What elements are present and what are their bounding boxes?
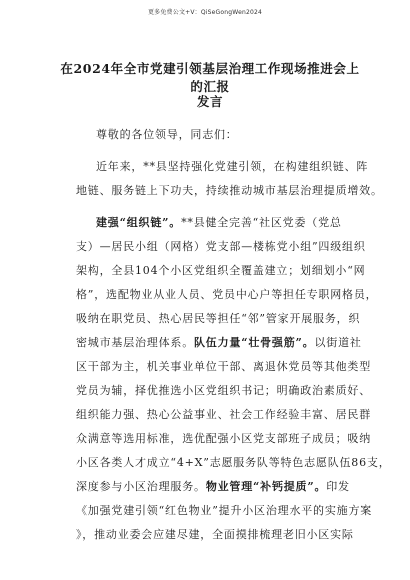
section-heading-organization: 建强“组织链”。 bbox=[96, 216, 182, 229]
title-line-1: 在2024年全市党建引领基层治理工作现场推进会上的汇报 bbox=[60, 61, 360, 94]
section-line-12 bbox=[76, 478, 350, 494]
section-line-11: 小区各类人才成立“4+X”志愿服务队等特色志愿队伍86支， bbox=[76, 456, 391, 469]
page-header: 更多免费公文+V：QiSeGongWen2024 bbox=[147, 9, 263, 16]
section-text: **县健全完善“社区党委（党总 bbox=[181, 216, 342, 229]
section-text: 以街道社 bbox=[314, 336, 362, 349]
section-line-6 bbox=[76, 334, 362, 350]
section-text: 密城市基层治理体系。 bbox=[76, 336, 194, 349]
section-line-10: 众满意等选用标准，选优配强小区党支部班子成员；吸纳 bbox=[76, 432, 371, 445]
intro-line-1: 近年来，**县坚持强化党建引领，在构建组织链、阵 bbox=[96, 160, 369, 173]
section-line-7: 区干部为主，机关事业单位干部、离退休党员等其他类型 bbox=[76, 360, 371, 373]
section-text: 深度参与小区治理服务。 bbox=[76, 480, 206, 493]
section-line-5: 吸纳在职党员、热心居民等担任“邻”管家开展服务，织 bbox=[76, 312, 361, 325]
section-line-3: 架构，全县104个小区党组织全覆盖建立；划细划小“网 bbox=[76, 264, 366, 277]
section-line-13: 《加强党建引领“红色物业”提升小区治理水平的实施方案 bbox=[76, 504, 373, 517]
section-line-2: 支）—居民小组（网格）党支部—楼栋党小组”四级组织 bbox=[76, 240, 366, 253]
title-line-2: 发言 bbox=[196, 94, 224, 109]
section-line-14: 》，推动业委会应建尽建，全面摸排梳理老旧小区实际 bbox=[76, 528, 354, 541]
section-text: 印发 bbox=[326, 480, 350, 493]
section-heading-team: 队伍力量“壮骨强筋”。 bbox=[194, 336, 315, 349]
section-line-8: 党员为辅，择优推选小区党组织书记；明确政治素质好、 bbox=[76, 384, 371, 397]
section-line-4: 格”，选配物业从业人员、党员中心户等担任专职网格员， bbox=[76, 288, 378, 301]
section-line-9: 组织能力强、热心公益事业、社会工作经验丰富、居民群 bbox=[76, 408, 371, 421]
salutation: 尊敬的各位领导，同志们： bbox=[96, 128, 238, 141]
section-heading-property: 物业管理“补钙提质”。 bbox=[205, 480, 327, 493]
section-line-1 bbox=[96, 214, 366, 230]
intro-line-2: 地链、服务链上下功夫，持续推动城市基层治理提质增效。 bbox=[76, 184, 383, 197]
